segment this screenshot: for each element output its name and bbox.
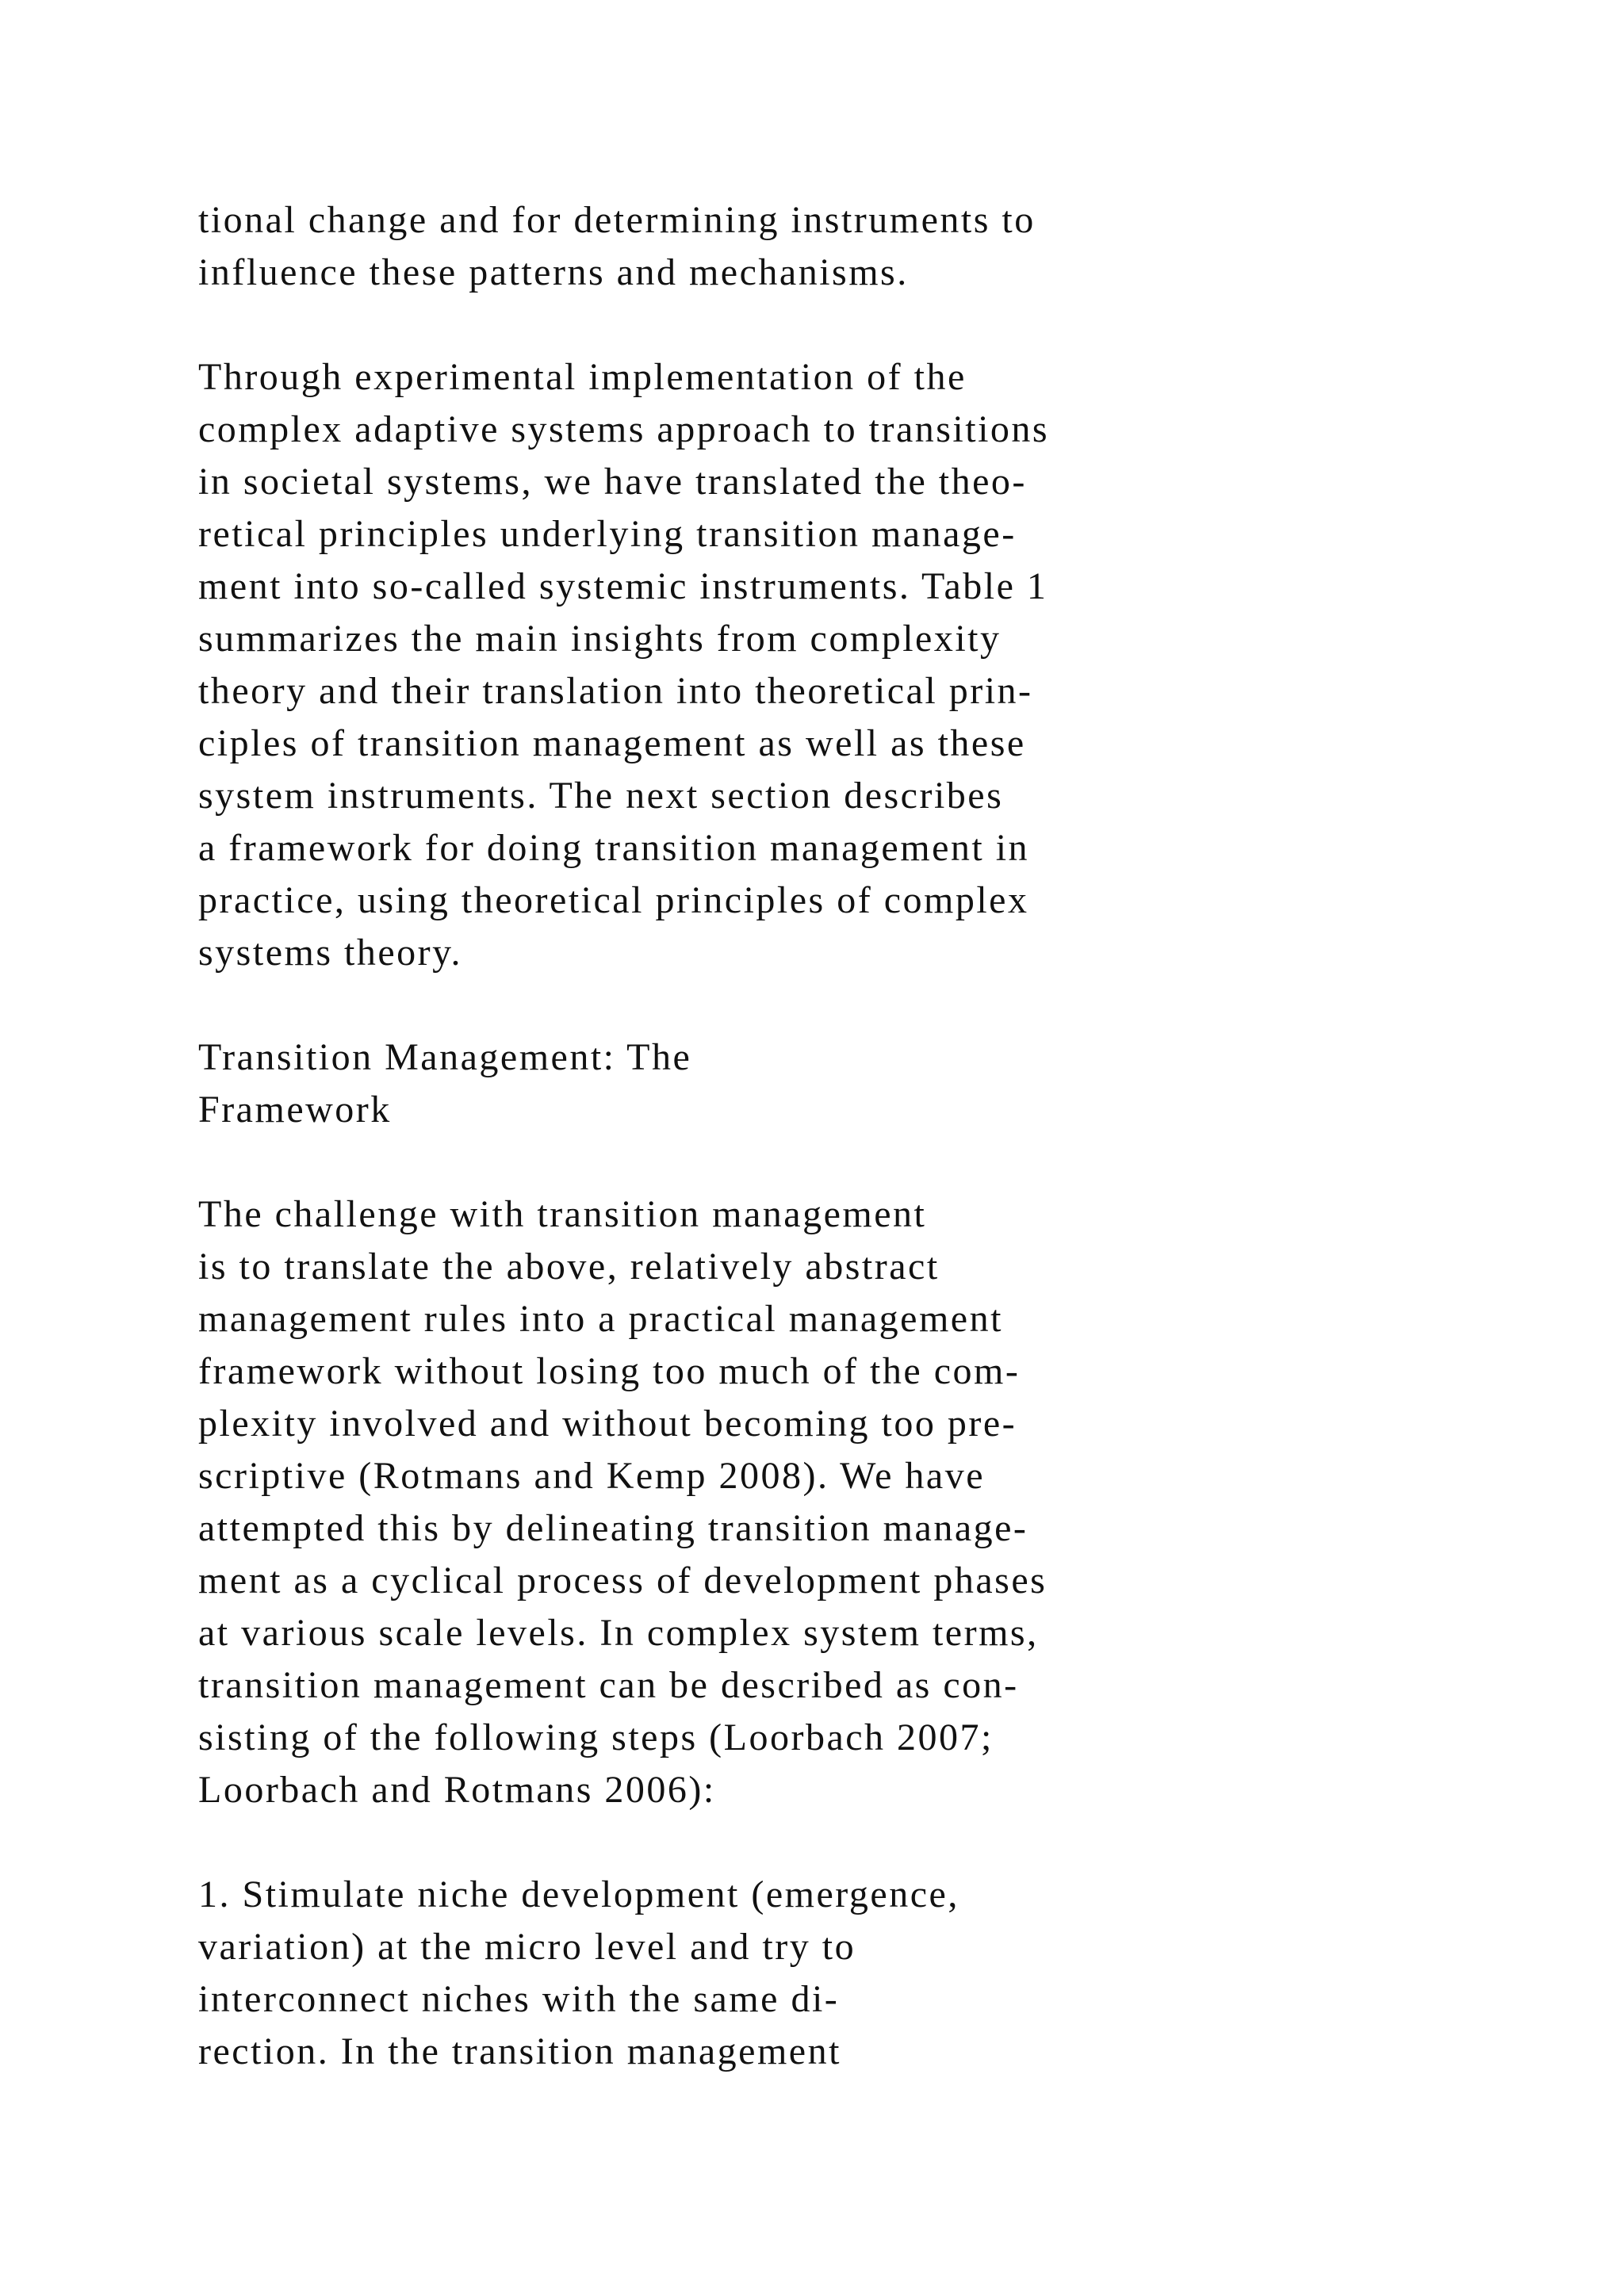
text-line: transition management can be described as con- xyxy=(198,1664,1019,1706)
text-line: framework without losing too much of the com- xyxy=(198,1350,1021,1392)
text-line: theory and their translation into theoretical prin- xyxy=(198,670,1033,712)
text-line: system instruments. The next section describes xyxy=(198,775,1004,817)
text-line: is to translate the above, relatively abstract xyxy=(198,1246,940,1288)
text-line: attempted this by delineating transition manage- xyxy=(198,1507,1028,1549)
list-item-step-1 xyxy=(198,1869,1546,2078)
paragraph-intro-continuation xyxy=(198,194,1546,299)
text-line: at various scale levels. In complex system terms, xyxy=(198,1612,1039,1654)
text-line: influence these patterns and mechanisms. xyxy=(198,251,909,293)
text-line: ment into so-called systemic instruments. Table 1 xyxy=(198,565,1048,607)
text-line: rection. In the transition management xyxy=(198,2030,841,2072)
paragraph-experimental-implementation xyxy=(198,351,1546,979)
text-line: plexity involved and without becoming too pre- xyxy=(198,1402,1017,1445)
text-line: Through experimental implementation of the xyxy=(198,356,967,398)
text-line: summarizes the main insights from complexity xyxy=(198,618,1002,660)
text-line: interconnect niches with the same di- xyxy=(198,1978,840,2020)
text-line: 1. Stimulate niche development (emergence, xyxy=(198,1873,959,1915)
text-line: variation) at the micro level and try to xyxy=(198,1926,856,1968)
text-line: complex adaptive systems approach to transitions xyxy=(198,408,1050,450)
text-line: sisting of the following steps (Loorbach 2007; xyxy=(198,1716,994,1758)
heading-line: Framework xyxy=(198,1089,392,1131)
text-line: scriptive (Rotmans and Kemp 2008). We have xyxy=(198,1455,986,1497)
text-line: tional change and for determining instruments to xyxy=(198,199,1036,241)
text-line: ment as a cyclical process of development phases xyxy=(198,1559,1048,1601)
text-line: Loorbach and Rotmans 2006): xyxy=(198,1769,716,1811)
text-line: retical principles underlying transition manage- xyxy=(198,513,1017,555)
body-text xyxy=(198,194,1546,2130)
text-line: in societal systems, we have translated the theo- xyxy=(198,461,1027,503)
text-line: a framework for doing transition management in xyxy=(198,827,1030,869)
paragraph-challenge xyxy=(198,1188,1546,1816)
heading-line: Transition Management: The xyxy=(198,1036,692,1078)
text-line: ciples of transition management as well as these xyxy=(198,722,1026,764)
text-line: management rules into a practical management xyxy=(198,1298,1003,1340)
section-heading xyxy=(198,1031,1546,1136)
text-line: The challenge with transition management xyxy=(198,1193,927,1235)
text-line: systems theory. xyxy=(198,932,463,974)
text-line: practice, using theoretical principles of complex xyxy=(198,879,1029,921)
